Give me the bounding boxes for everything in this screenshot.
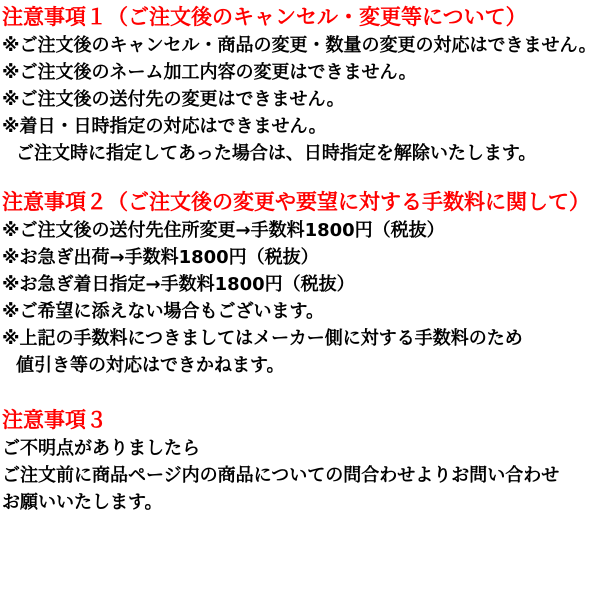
section-1-line-4: ※着日・日時指定の対応はできません。 [2,116,327,137]
section-3-heading: 注意事項３ [2,408,107,432]
notice-section-2 [2,187,600,379]
section-1-line-5: ご注文時に指定してあった場合は、日時指定を解除いたします。 [16,143,537,164]
section-2-line-5: ※上記の手数料につきましてはメーカー側に対する手数料のため [2,328,523,349]
section-2-line-2: ※お急ぎ出荷→手数料1800円（税抜） [2,247,319,268]
notice-section-1 [2,2,600,167]
section-1-heading: 注意事項１（ご注文後のキャンセル・変更等について） [2,5,527,29]
section-1-line-1: ※ご注文後のキャンセル・商品の変更・数量の変更の対応はできません。 [2,35,597,56]
section-1-line-2: ※ご注文後のネーム加工内容の変更はできません。 [2,62,417,83]
section-2-line-3: ※お急ぎ着日指定→手数料1800円（税抜） [2,274,355,295]
section-3-line-1: ご不明点がありましたら [2,438,200,459]
section-3-line-2: ご注文前に商品ページ内の商品についての問合わせよりお問い合わせ [2,465,560,486]
section-2-heading: 注意事項２（ご注文後の変更や要望に対する手数料に関して） [2,190,590,214]
section-1-line-3: ※ご注文後の送付先の変更はできません。 [2,89,345,110]
section-2-line-4: ※ご希望に添えない場合もございます。 [2,301,325,322]
section-2-line-1: ※ご注文後の送付先住所変更→手数料1800円（税抜） [2,220,445,241]
notice-section-3 [2,405,600,516]
section-3-line-3: お願いいたします。 [2,492,163,513]
section-2-line-6: 値引き等の対応はできかねます。 [16,355,285,376]
